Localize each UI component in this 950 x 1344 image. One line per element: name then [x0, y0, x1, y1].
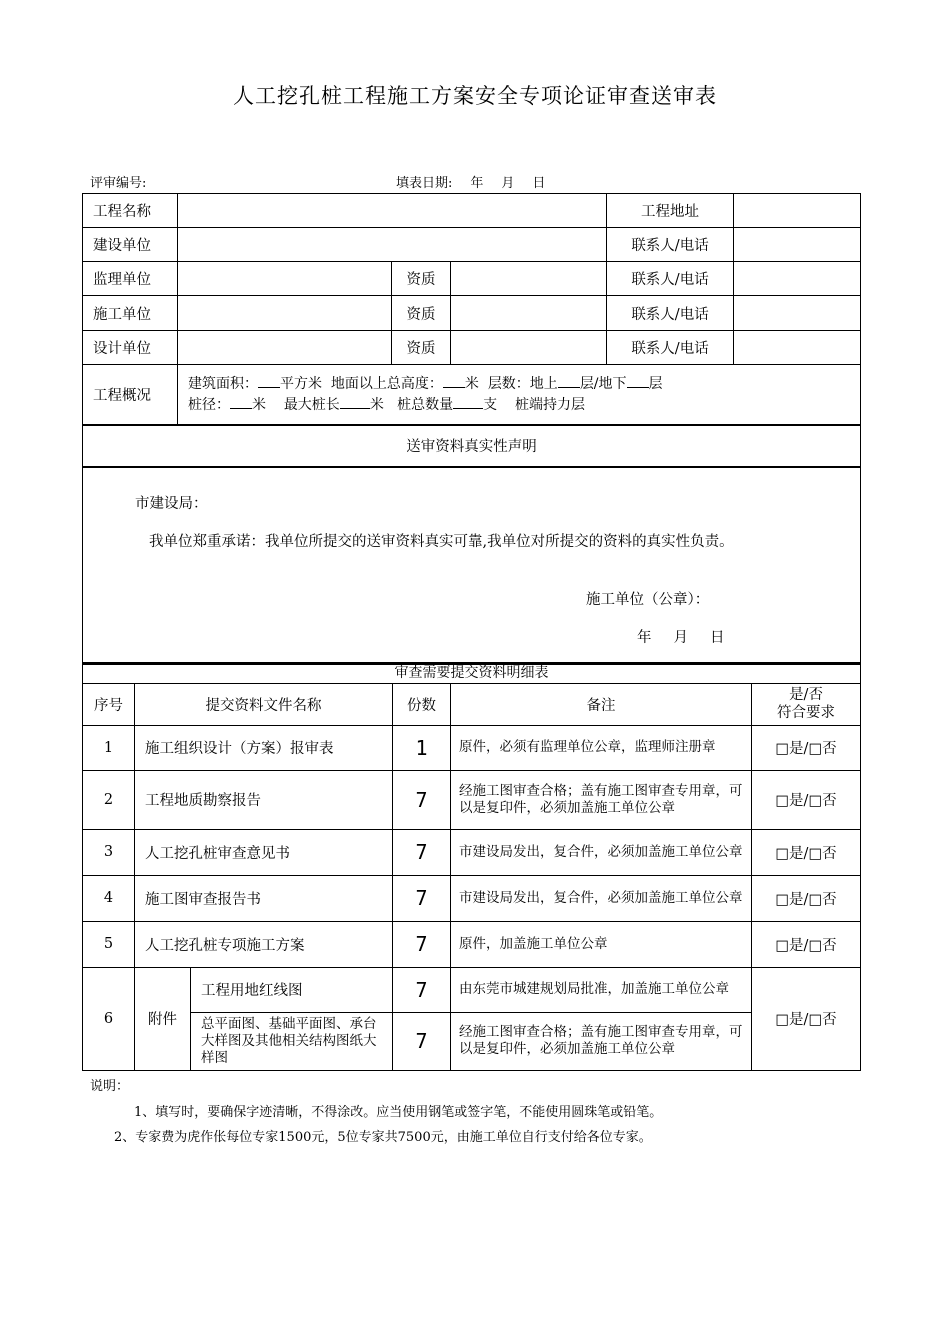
row-copies: 7 [393, 829, 451, 875]
design-contact-field[interactable] [734, 331, 861, 365]
attachment-remark: 经施工图审查合格；盖有施工图审查专用章，可以是复印件，必须加盖施工单位公章 [451, 1012, 752, 1070]
pile-diameter-label: 桩径： [188, 397, 230, 414]
project-name-label: 工程名称 [83, 194, 178, 228]
col-header-copies: 份数 [393, 683, 451, 725]
declaration-body [83, 467, 861, 665]
table-row [83, 1012, 861, 1070]
table-row [83, 921, 861, 967]
row-no: 6 [83, 967, 135, 1070]
row-copies: 1 [393, 725, 451, 770]
col-header-compliance-line2: 符合要求 [777, 705, 836, 721]
construction-contact-field[interactable] [734, 228, 861, 262]
fill-date-label: 填表日期: [396, 176, 453, 191]
row-name: 人工挖孔桩审查意见书 [135, 829, 393, 875]
row-no: 1 [83, 725, 135, 770]
note-item-2: 2、专家费为虎作伥每位专家1500元，5位专家共7500元，由施工单位自行支付给各位专家。 [114, 1130, 652, 1145]
fill-date-month: 月 [501, 176, 515, 191]
page-title: 人工挖孔桩工程施工方案安全专项论证审查送审表 [233, 84, 717, 108]
table-row [83, 770, 861, 829]
declaration-year: 年 [637, 629, 652, 646]
project-address-label: 工程地址 [607, 194, 734, 228]
row-compliance-checkbox[interactable]: □是/□否 [752, 875, 861, 921]
bearing-layer-label: 桩端持力层 [514, 397, 585, 414]
floors-below-blank[interactable] [627, 373, 649, 388]
attachment-label: 附件 [135, 967, 191, 1070]
design-unit-label: 设计单位 [83, 331, 178, 365]
builder-qualification-field[interactable] [451, 296, 607, 331]
pile-count-unit: 支 [483, 397, 498, 414]
pile-diameter-unit: 米 [252, 397, 266, 414]
row-compliance-checkbox[interactable]: □是/□否 [752, 967, 861, 1070]
overview-label: 工程概况 [83, 365, 178, 425]
row-compliance-checkbox[interactable]: □是/□否 [752, 921, 861, 967]
row-compliance-checkbox[interactable]: □是/□否 [752, 725, 861, 770]
row-copies: 7 [393, 921, 451, 967]
overview-line-2 [188, 394, 860, 415]
col-header-name: 提交资料文件名称 [135, 683, 393, 725]
attachment-copies: 7 [393, 967, 451, 1012]
project-name-field[interactable] [178, 194, 607, 228]
row-compliance-checkbox[interactable]: □是/□否 [752, 770, 861, 829]
review-number-label: 评审编号: [90, 176, 147, 191]
supervision-unit-label: 监理单位 [83, 262, 178, 296]
pile-diameter-blank[interactable] [230, 394, 252, 409]
area-label: 建筑面积： [188, 376, 258, 393]
project-address-field[interactable] [734, 194, 861, 228]
builder-unit-field[interactable] [178, 296, 392, 331]
pile-count-label: 桩总数量 [397, 397, 454, 414]
materials-heading: 审查需要提交资料明细表 [83, 663, 861, 683]
supervision-contact-label: 联系人/电话 [607, 262, 734, 296]
construction-unit-label: 建设单位 [83, 228, 178, 262]
design-unit-field[interactable] [178, 331, 392, 365]
design-contact-label: 联系人/电话 [607, 331, 734, 365]
construction-contact-label: 联系人/电话 [607, 228, 734, 262]
supervision-qualification-field[interactable] [451, 262, 607, 296]
row-no: 3 [83, 829, 135, 875]
table-row [83, 829, 861, 875]
attachment-copies: 7 [393, 1012, 451, 1070]
declaration-heading: 送审资料真实性声明 [83, 425, 861, 467]
attachment-remark: 由东莞市城建规划局批准，加盖施工单位公章 [451, 967, 752, 1012]
area-unit: 平方米 [280, 376, 322, 393]
row-no: 5 [83, 921, 135, 967]
height-blank[interactable] [443, 373, 465, 388]
construction-unit-field[interactable] [178, 228, 607, 262]
row-remark: 市建设局发出，复合件，必须加盖施工单位公章 [451, 829, 752, 875]
floors-below-unit: 层 [648, 376, 663, 393]
col-header-remark: 备注 [451, 683, 752, 725]
col-header-no: 序号 [83, 683, 135, 725]
col-header-compliance-line1: 是/否 [789, 687, 823, 703]
pile-count-blank[interactable] [453, 394, 483, 409]
row-copies: 7 [393, 875, 451, 921]
declaration-promise: 我单位郑重承诺：我单位所提交的送审资料真实可靠,我单位对所提交的资料的真实性负责。 [149, 533, 734, 550]
note-item-1: 1、填写时，要确保字迹清晰，不得涂改。应当使用钢笔或签字笔，不能使用圆珠笔或铅笔。 [134, 1105, 663, 1120]
floors-label: 层数：地上 [487, 376, 558, 393]
table-row [83, 967, 861, 1012]
row-name: 施工组织设计（方案）报审表 [135, 725, 393, 770]
overview-content [178, 365, 861, 425]
supervision-contact-field[interactable] [734, 262, 861, 296]
declaration-seal: 施工单位（公章）： [586, 591, 710, 608]
attachment-name: 工程用地红线图 [191, 967, 393, 1012]
attachment-name: 总平面图、基础平面图、承台大样图及其他相关结构图纸大样图 [191, 1012, 393, 1070]
row-name: 工程地质勘察报告 [135, 770, 393, 829]
declaration-day: 日 [710, 629, 725, 646]
row-name: 人工挖孔桩专项施工方案 [135, 921, 393, 967]
col-header-compliance [752, 683, 861, 725]
row-compliance-checkbox[interactable]: □是/□否 [752, 829, 861, 875]
project-info-table [82, 193, 861, 665]
declaration-month: 月 [673, 629, 688, 646]
supervision-unit-field[interactable] [178, 262, 392, 296]
row-remark: 原件，必须有监理单位公章，监理师注册章 [451, 725, 752, 770]
declaration-addressee: 市建设局： [135, 495, 208, 512]
declaration-date [637, 626, 747, 647]
table-row [83, 875, 861, 921]
notes-label: 说明： [90, 1079, 130, 1094]
row-name: 施工图审查报告书 [135, 875, 393, 921]
row-remark: 原件，加盖施工单位公章 [451, 921, 752, 967]
builder-contact-label: 联系人/电话 [607, 296, 734, 331]
height-label: 地面以上总高度： [330, 376, 443, 393]
materials-table [82, 662, 861, 1071]
builder-qualification-label: 资质 [392, 296, 451, 331]
area-blank[interactable] [258, 373, 280, 388]
design-qualification-field[interactable] [451, 331, 607, 365]
row-no: 4 [83, 875, 135, 921]
row-no: 2 [83, 770, 135, 829]
fill-date-day: 日 [532, 176, 546, 191]
floors-above-blank[interactable] [558, 373, 580, 388]
max-length-blank[interactable] [340, 394, 370, 409]
row-copies: 7 [393, 770, 451, 829]
max-length-unit: 米 [369, 397, 384, 414]
overview-line-1 [188, 373, 860, 394]
height-unit: 米 [464, 376, 479, 393]
row-remark: 市建设局发出，复合件，必须加盖施工单位公章 [451, 875, 752, 921]
builder-contact-field[interactable] [734, 296, 861, 331]
supervision-qualification-label: 资质 [392, 262, 451, 296]
row-remark: 经施工图审查合格；盖有施工图审查专用章，可以是复印件，必须加盖施工单位公章 [451, 770, 752, 829]
fill-date-year: 年 [470, 176, 484, 191]
max-length-label: 最大桩长 [283, 397, 340, 414]
builder-unit-label: 施工单位 [83, 296, 178, 331]
fill-date [396, 172, 545, 191]
floors-above-unit: 层/地下 [579, 376, 627, 393]
design-qualification-label: 资质 [392, 331, 451, 365]
table-row [83, 725, 861, 770]
